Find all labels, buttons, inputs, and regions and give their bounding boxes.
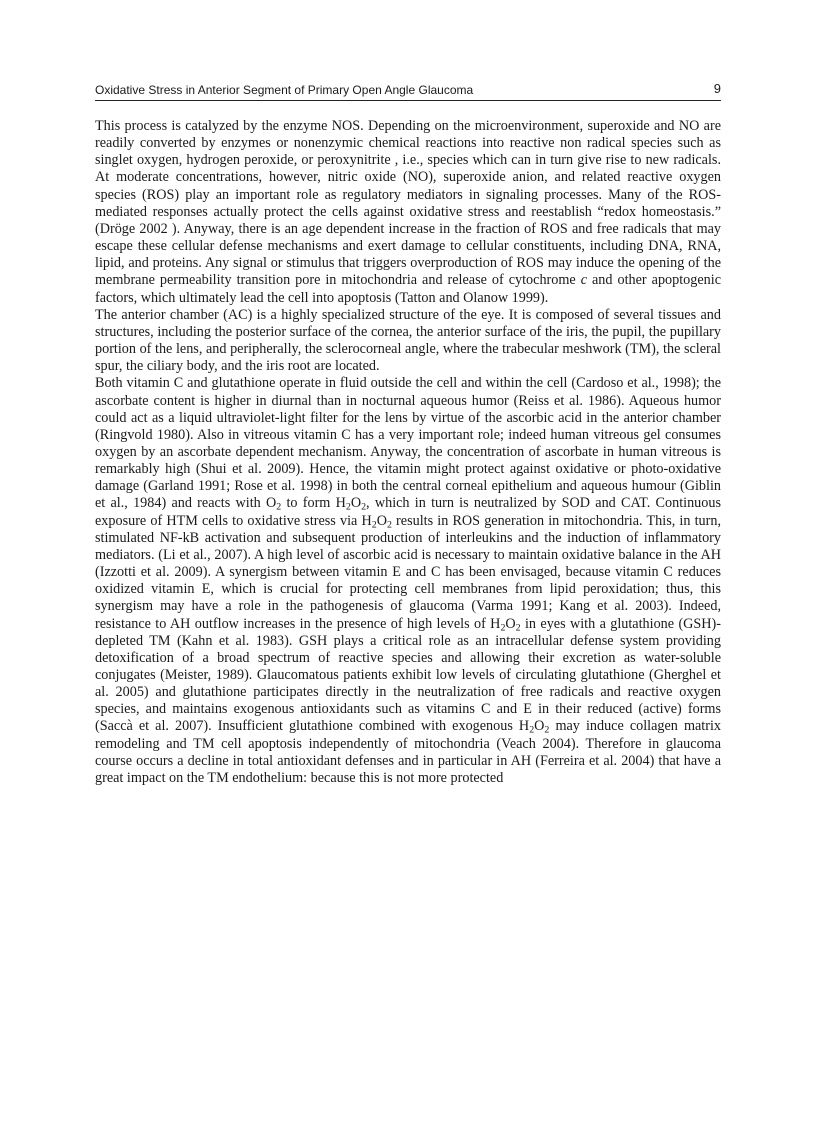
subscript: 2 bbox=[529, 724, 535, 736]
subscript: 2 bbox=[361, 501, 367, 513]
body-text bbox=[95, 118, 721, 787]
text-run: and other apoptogenic factors, which ultimately lead the cell into apoptosis (Tatton and Olanow 1999). bbox=[95, 272, 721, 306]
subscript: 2 bbox=[500, 622, 506, 634]
subscript: 2 bbox=[515, 622, 521, 634]
subscript: 2 bbox=[276, 501, 282, 513]
italic-c: c bbox=[580, 272, 588, 289]
text-run: , which in turn is neutralized by SOD and CAT. Continuous exposure of HTM cells to oxidative stress via H bbox=[95, 495, 721, 529]
subscript: 2 bbox=[386, 519, 392, 531]
text-run: O bbox=[534, 718, 545, 735]
subscript: 2 bbox=[345, 501, 351, 513]
text-run: results in ROS generation in mitochondria. This, in turn, stimulated NF-kB activation and subsequent production of interleukins and the induction of inflammatory mediators. (Li et al., 2007). A high level of ascorbic acid is necessary to maintain oxidative balance in the AH (Izzotti et al. 2009). A synergism between vitamin E and C has been envisaged, because vitamin C reduces oxidized vitamin E, which is crucial for protecting cell membranes from lipid peroxidation; thus, this synergism may have a role in the pathogenesis of glaucoma (Varma 1991; Kang et al. 2003). Indeed, resistance to AH outflow increases in the presence of high levels of H bbox=[95, 512, 722, 632]
text-run: O bbox=[505, 615, 516, 632]
subscript: 2 bbox=[544, 724, 550, 736]
running-header bbox=[95, 80, 721, 101]
text-run: in eyes with a glutathione (GSH)-depleted TM (Kahn et al. 1983). GSH plays a critical role as an intracellular defense system providing detoxification of a broad spectrum of reactive species and allowing their excretion as water-soluble conjugates (Meister, 1989). Glaucomatous patients exhibit low levels of circulating glutathione (Gherghel et al. 2005) and glutathione participates directly in the neutralization of free radicals and reactive oxygen species, and maintains exogenous antioxidants such as vitamins C and E in their reduced (active) forms (Saccà et al. 2007). Insufficient glutathione combined with exogenous H bbox=[95, 615, 721, 735]
paragraph-anterior-chamber: The anterior chamber (AC) is a highly specialized structure of the eye. It is composed of several tissues and structures, including the posterior surface of the cornea, the anterior surface of the iris, the pupil, the pupillary portion of the lens, and peripherally, the sclerocorneal angle, where the trabecular meshwork (TM), the scleral spur, the ciliary body, and the iris root are located. bbox=[95, 306, 721, 375]
page-number: 9 bbox=[713, 81, 721, 96]
paragraph-vitamin-c-glutathione bbox=[95, 375, 721, 787]
subscript: 2 bbox=[371, 519, 377, 531]
paragraph-nos-ros bbox=[95, 118, 721, 307]
text-run: may induce collagen matrix remodeling and TM cell apoptosis independently of mitochondria (Veach 2004). Therefore in glaucoma course occurs a decline in total antioxidant defenses and in particular in AH (Ferreira et al. 2004) that have a great impact on the TM endothelium: because this is not more protected bbox=[95, 718, 721, 786]
text-run: This process is catalyzed by the enzyme NOS. Depending on the microenvironment, superoxide and NO are readily converted by enzymes or nonenzymic chemical reactions into reactive non radical species such as singlet oxygen, hydrogen peroxide, or peroxynitrite , i.e., species which can in turn give rise to new radicals. At moderate concentrations, however, nitric oxide (NO), superoxide anion, and related reactive oxygen species (ROS) play an important role as regulatory mediators in signaling processes. Many of the ROS-mediated responses actually protect the cells against oxidative stress and reestablish “redox homeostasis.” (Dröge 2002 ). Anyway, there is an age dependent increase in the fraction of ROS and free radicals that may escape these cellular defense mechanisms and exert damage to cellular constituents, including DNA, RNA, lipid, and proteins. Any signal or stimulus that triggers overproduction of ROS may induce the opening of the membrane permeability transition pore in mitochondria and release of cytochrome bbox=[95, 118, 721, 289]
text-run: Both vitamin C and glutathione operate in fluid outside the cell and within the cell (Cardoso et al., 1998); the ascorbate content is higher in diurnal than in nocturnal aqueous humor (Reiss et al. 1986). Aqueous humor could act as a liquid ultraviolet-light filter for the lens by virtue of the ascorbic acid in the anterior chamber (Ringvold 1980). Also in vitreous vitamin C has a very important role; indeed human vitreous gel consumes oxygen by an ascorbate dependent mechanism. Anyway, the concentration of ascorbate in human vitreous is remarkably high (Shui et al. 2009). Hence, the vitamin might protect against oxidative or photo-oxidative damage (Garland 1991; Rose et al. 1998) in both the central corneal epithelium and aqueous humour (Giblin et al., 1984) and reacts with O bbox=[95, 375, 721, 512]
text-run: O bbox=[376, 512, 387, 529]
text-run: to form H bbox=[281, 495, 346, 512]
text-run: O bbox=[350, 495, 362, 512]
running-title: Oxidative Stress in Anterior Segment of Primary Open Angle Glaucoma bbox=[95, 83, 474, 97]
